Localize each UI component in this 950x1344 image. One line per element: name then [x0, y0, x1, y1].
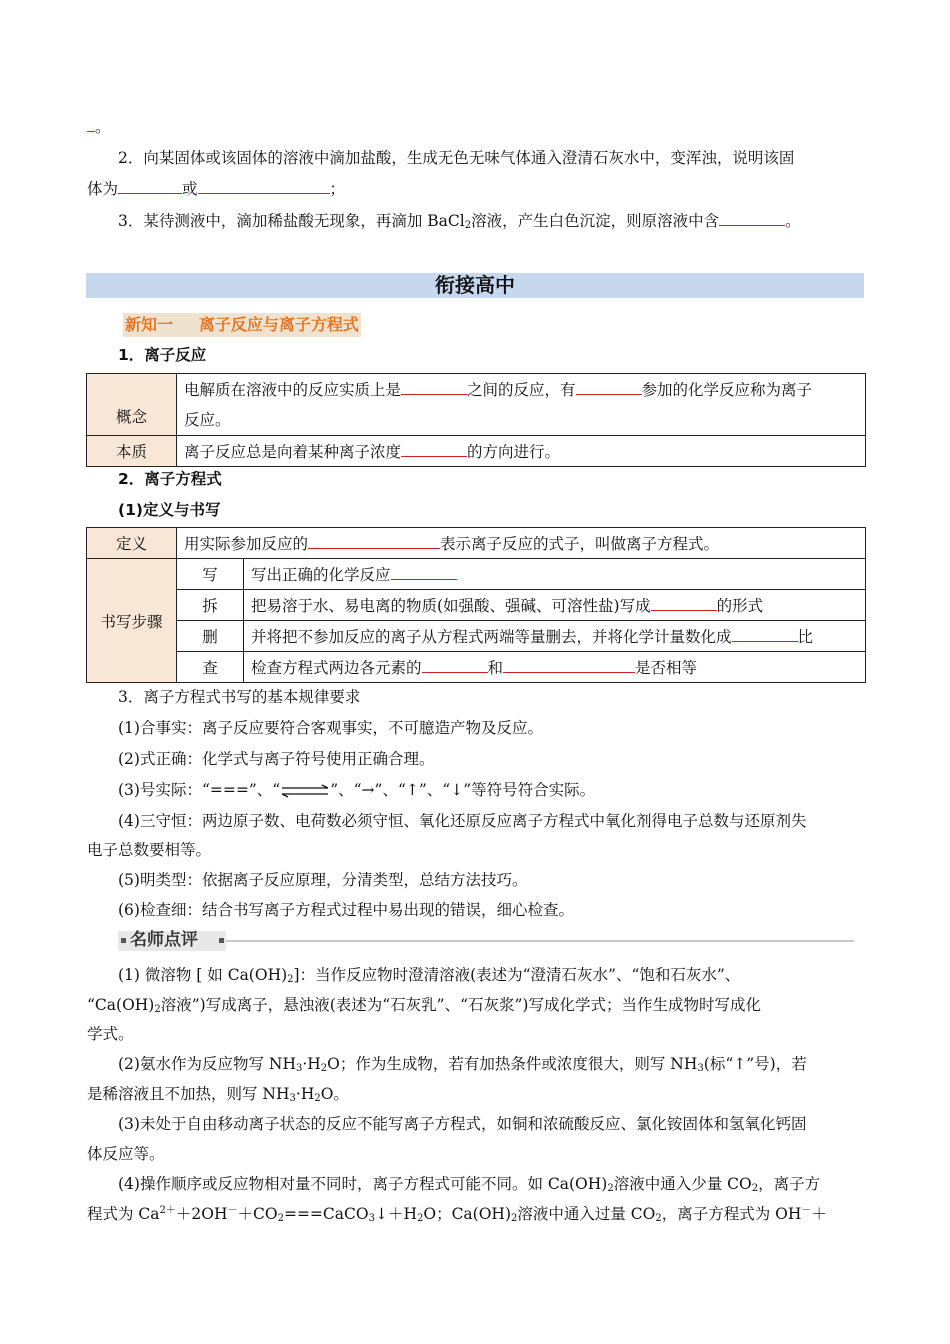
line-fragment: 。	[87, 117, 111, 137]
answer-blank	[118, 179, 182, 194]
rule-4: (4)三守恒：两边原子数、电荷数必须守恒、氧化还原反应离子方程式中氧化剂得电子总数与还原剂失	[118, 812, 807, 830]
definition-label: 定义	[87, 528, 177, 559]
answer-blank	[576, 380, 642, 395]
question-2: 2．向某固体或该固体的溶液中滴加盐酸，生成无色无味气体通入澄清石灰水中，变浑浊，说明该固	[118, 149, 795, 167]
review-title: 名师点评	[130, 930, 198, 950]
rule-3: (3)号实际：“===”、“ ”、“→”、“↑”、“↓”等符号符合实际。	[118, 781, 596, 799]
rule-4-cont: 电子总数要相等。	[87, 841, 212, 859]
rule-6: (6)检查细：结合书写离子方程式过程中易出现的错误，细心检查。	[118, 901, 574, 919]
answer-blank	[198, 179, 330, 194]
answer-blank	[422, 658, 488, 673]
review-p4: (4)操作顺序或反应物相对量不同时，离子方程式可能不同。如 $Ca(OH)_2$溶液中通入少量 $CO_2$，离子方	[118, 1175, 821, 1194]
rule-2: (2)式正确：化学式与离子符号使用正确合理。	[118, 750, 435, 768]
section-banner	[86, 273, 864, 298]
question-2-cont: 体为 或 ；	[87, 180, 346, 198]
answer-blank	[87, 117, 95, 132]
concept-text: 电解质在溶液中的反应实质上是 之间的反应，有 参加的化学反应称为离子 反应。	[177, 374, 866, 436]
rule-5: (5)明类型：依据离子反应原理，分清类型，总结方法技巧。	[118, 871, 528, 889]
rules-heading: 3．离子方程式书写的基本规律要求	[118, 688, 361, 706]
divider	[226, 940, 854, 942]
review-p3: (3)未处于自由移动离子状态的反应不能写离子方程式，如铜和浓硫酸反应、氯化铵固体和氢氧化钙固	[118, 1115, 807, 1133]
equilibrium-arrow-icon	[280, 784, 330, 798]
answer-blank	[651, 596, 717, 611]
answer-blank	[503, 658, 635, 673]
subheading-definition: (1)定义与书写	[118, 501, 221, 519]
section-tag	[123, 313, 361, 337]
heading-ionic-equation: 2．离子方程式	[118, 470, 222, 488]
ionic-reaction-table	[86, 373, 866, 467]
ionic-equation-table	[86, 527, 866, 683]
banner-title: 衔接高中	[435, 273, 515, 297]
review-p1-end: 学式。	[87, 1025, 134, 1043]
review-p4-cont: 程式为 $Ca^{2+}+2OH^-+CO_2===CaCO_3↓+H_2O$；$Ca(OH)_2$溶液中通入过量 $CO_2$，离子方程式为 OH－＋	[87, 1205, 827, 1224]
review-p2: (2)氨水作为反应物写 $NH_3\cdot H_2O$；作为生成物，若有加热条件或浓度很大，则写 $NH_3$(标“↑”号)，若	[118, 1055, 807, 1074]
step-write: 写	[177, 559, 244, 590]
review-p2-cont: 是稀溶液且不加热，则写 $NH_3\cdot H_2O$。	[87, 1085, 349, 1104]
essence-text: 离子反应总是向着某种离子浓度 的方向进行。	[177, 436, 866, 467]
tag-prefix: 新知一	[125, 315, 174, 334]
review-header	[118, 929, 858, 951]
answer-blank	[391, 565, 457, 580]
answer-blank	[401, 380, 467, 395]
question-3: 3．某待测液中，滴加稀盐酸无现象，再滴加 BaCl$_2$溶液，产生白色沉淀，则原溶液中含 。	[118, 212, 801, 231]
steps-label: 书写步骤	[87, 559, 177, 683]
step-check: 查	[177, 652, 244, 683]
tag-title: 离子反应与离子方程式	[198, 315, 359, 334]
review-p1: (1) 微溶物 [ 如 $Ca(OH)_2$]：当作反应物时澄清溶液(表述为“澄清石灰水”、“饱和石灰水”、	[118, 966, 741, 985]
step-split: 拆	[177, 590, 244, 621]
answer-blank	[401, 442, 467, 457]
bullet-icon	[121, 938, 126, 943]
essence-label: 本质	[87, 436, 177, 467]
answer-blank	[719, 211, 785, 226]
answer-blank	[732, 627, 798, 642]
rule-1: (1)合事实：离子反应要符合客观事实，不可臆造产物及反应。	[118, 719, 543, 737]
step-check-text: 检查方程式两边各元素的 和 是否相等	[244, 652, 866, 683]
answer-blank	[308, 534, 440, 549]
review-p1-cont: “$Ca(OH)_2$溶液”)写成离子，悬浊液(表述为“石灰乳”、“石灰浆”)写成化学式；当作生成物时写成化	[87, 996, 761, 1015]
review-p3-cont: 体反应等。	[87, 1145, 165, 1163]
step-delete: 删	[177, 621, 244, 652]
heading-ionic-reaction: 1．离子反应	[118, 346, 207, 364]
step-delete-text: 并将把不参加反应的离子从方程式两端等量删去，并将化学计量数化成 比	[244, 621, 866, 652]
concept-label: 概念	[87, 374, 177, 436]
step-write-text: 写出正确的化学反应	[244, 559, 866, 590]
step-split-text: 把易溶于水、易电离的物质(如强酸、强碱、可溶性盐)写成 的形式	[244, 590, 866, 621]
bullet-icon	[219, 938, 224, 943]
definition-text: 用实际参加反应的 表示离子反应的式子，叫做离子方程式。	[177, 528, 866, 559]
